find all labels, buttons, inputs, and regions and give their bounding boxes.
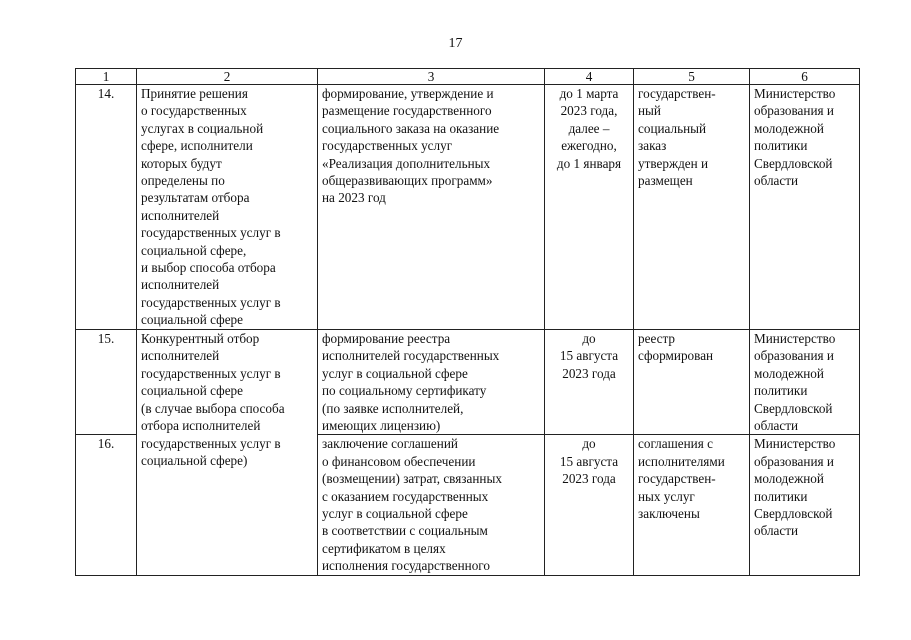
- measure-cell: Принятие решения о государственных услугах в социальной сфере, исполнители которых будут определены по результатам отбора исполнителей государственных услуг в социальной сфере, и выбор способа отбора исполнителей государственных услуг в социальной сфере: [137, 85, 318, 330]
- header-cell-2: 2: [137, 69, 318, 85]
- deadline-cell: до 15 августа 2023 года: [545, 435, 634, 575]
- header-cell-3: 3: [318, 69, 545, 85]
- indicator-cell: реестр сформирован: [634, 330, 750, 435]
- indicator-cell: соглашения с исполнителями государствен- ных услуг заключены: [634, 435, 750, 575]
- measure-cell: государственных услуг в социальной сфере): [137, 435, 318, 575]
- measure-cell: Конкурентный отбор исполнителей государственных услуг в социальной сфере (в случае выбора способа отбора исполнителей: [137, 330, 318, 435]
- indicator-cell: государствен- ный социальный заказ утвержден и размещен: [634, 85, 750, 330]
- responsible-cell: Министерство образования и молодежной политики Свердловской области: [750, 435, 860, 575]
- deadline-cell: до 1 марта 2023 года, далее – ежегодно, до 1 января: [545, 85, 634, 330]
- table-row: [76, 85, 860, 330]
- responsible-cell: Министерство образования и молодежной политики Свердловской области: [750, 330, 860, 435]
- header-cell-6: 6: [750, 69, 860, 85]
- result-cell: формирование, утверждение и размещение государственного социального заказа на оказание государственных услуг «Реализация дополнительных общеразвивающих программ» на 2023 год: [318, 85, 545, 330]
- header-cell-4: 4: [545, 69, 634, 85]
- header-cell-5: 5: [634, 69, 750, 85]
- plan-table: [75, 68, 860, 576]
- result-cell: формирование реестра исполнителей государственных услуг в социальной сфере по социальному сертификату (по заявке исполнителей, имеющих лицензию): [318, 330, 545, 435]
- header-cell-1: 1: [76, 69, 137, 85]
- header-row: [76, 69, 860, 85]
- deadline-cell: до 15 августа 2023 года: [545, 330, 634, 435]
- result-cell: заключение соглашений о финансовом обеспечении (возмещении) затрат, связанных с оказанием государственных услуг в социальной сфере в соответствии с социальным сертификатом в целях исполнения государственного: [318, 435, 545, 575]
- row-number: 15.: [76, 330, 137, 435]
- row-number: 16.: [76, 435, 137, 575]
- table-row: [76, 435, 860, 575]
- row-number: 14.: [76, 85, 137, 330]
- responsible-cell: Министерство образования и молодежной политики Свердловской области: [750, 85, 860, 330]
- page-number: 17: [448, 36, 463, 51]
- table-row: [76, 330, 860, 435]
